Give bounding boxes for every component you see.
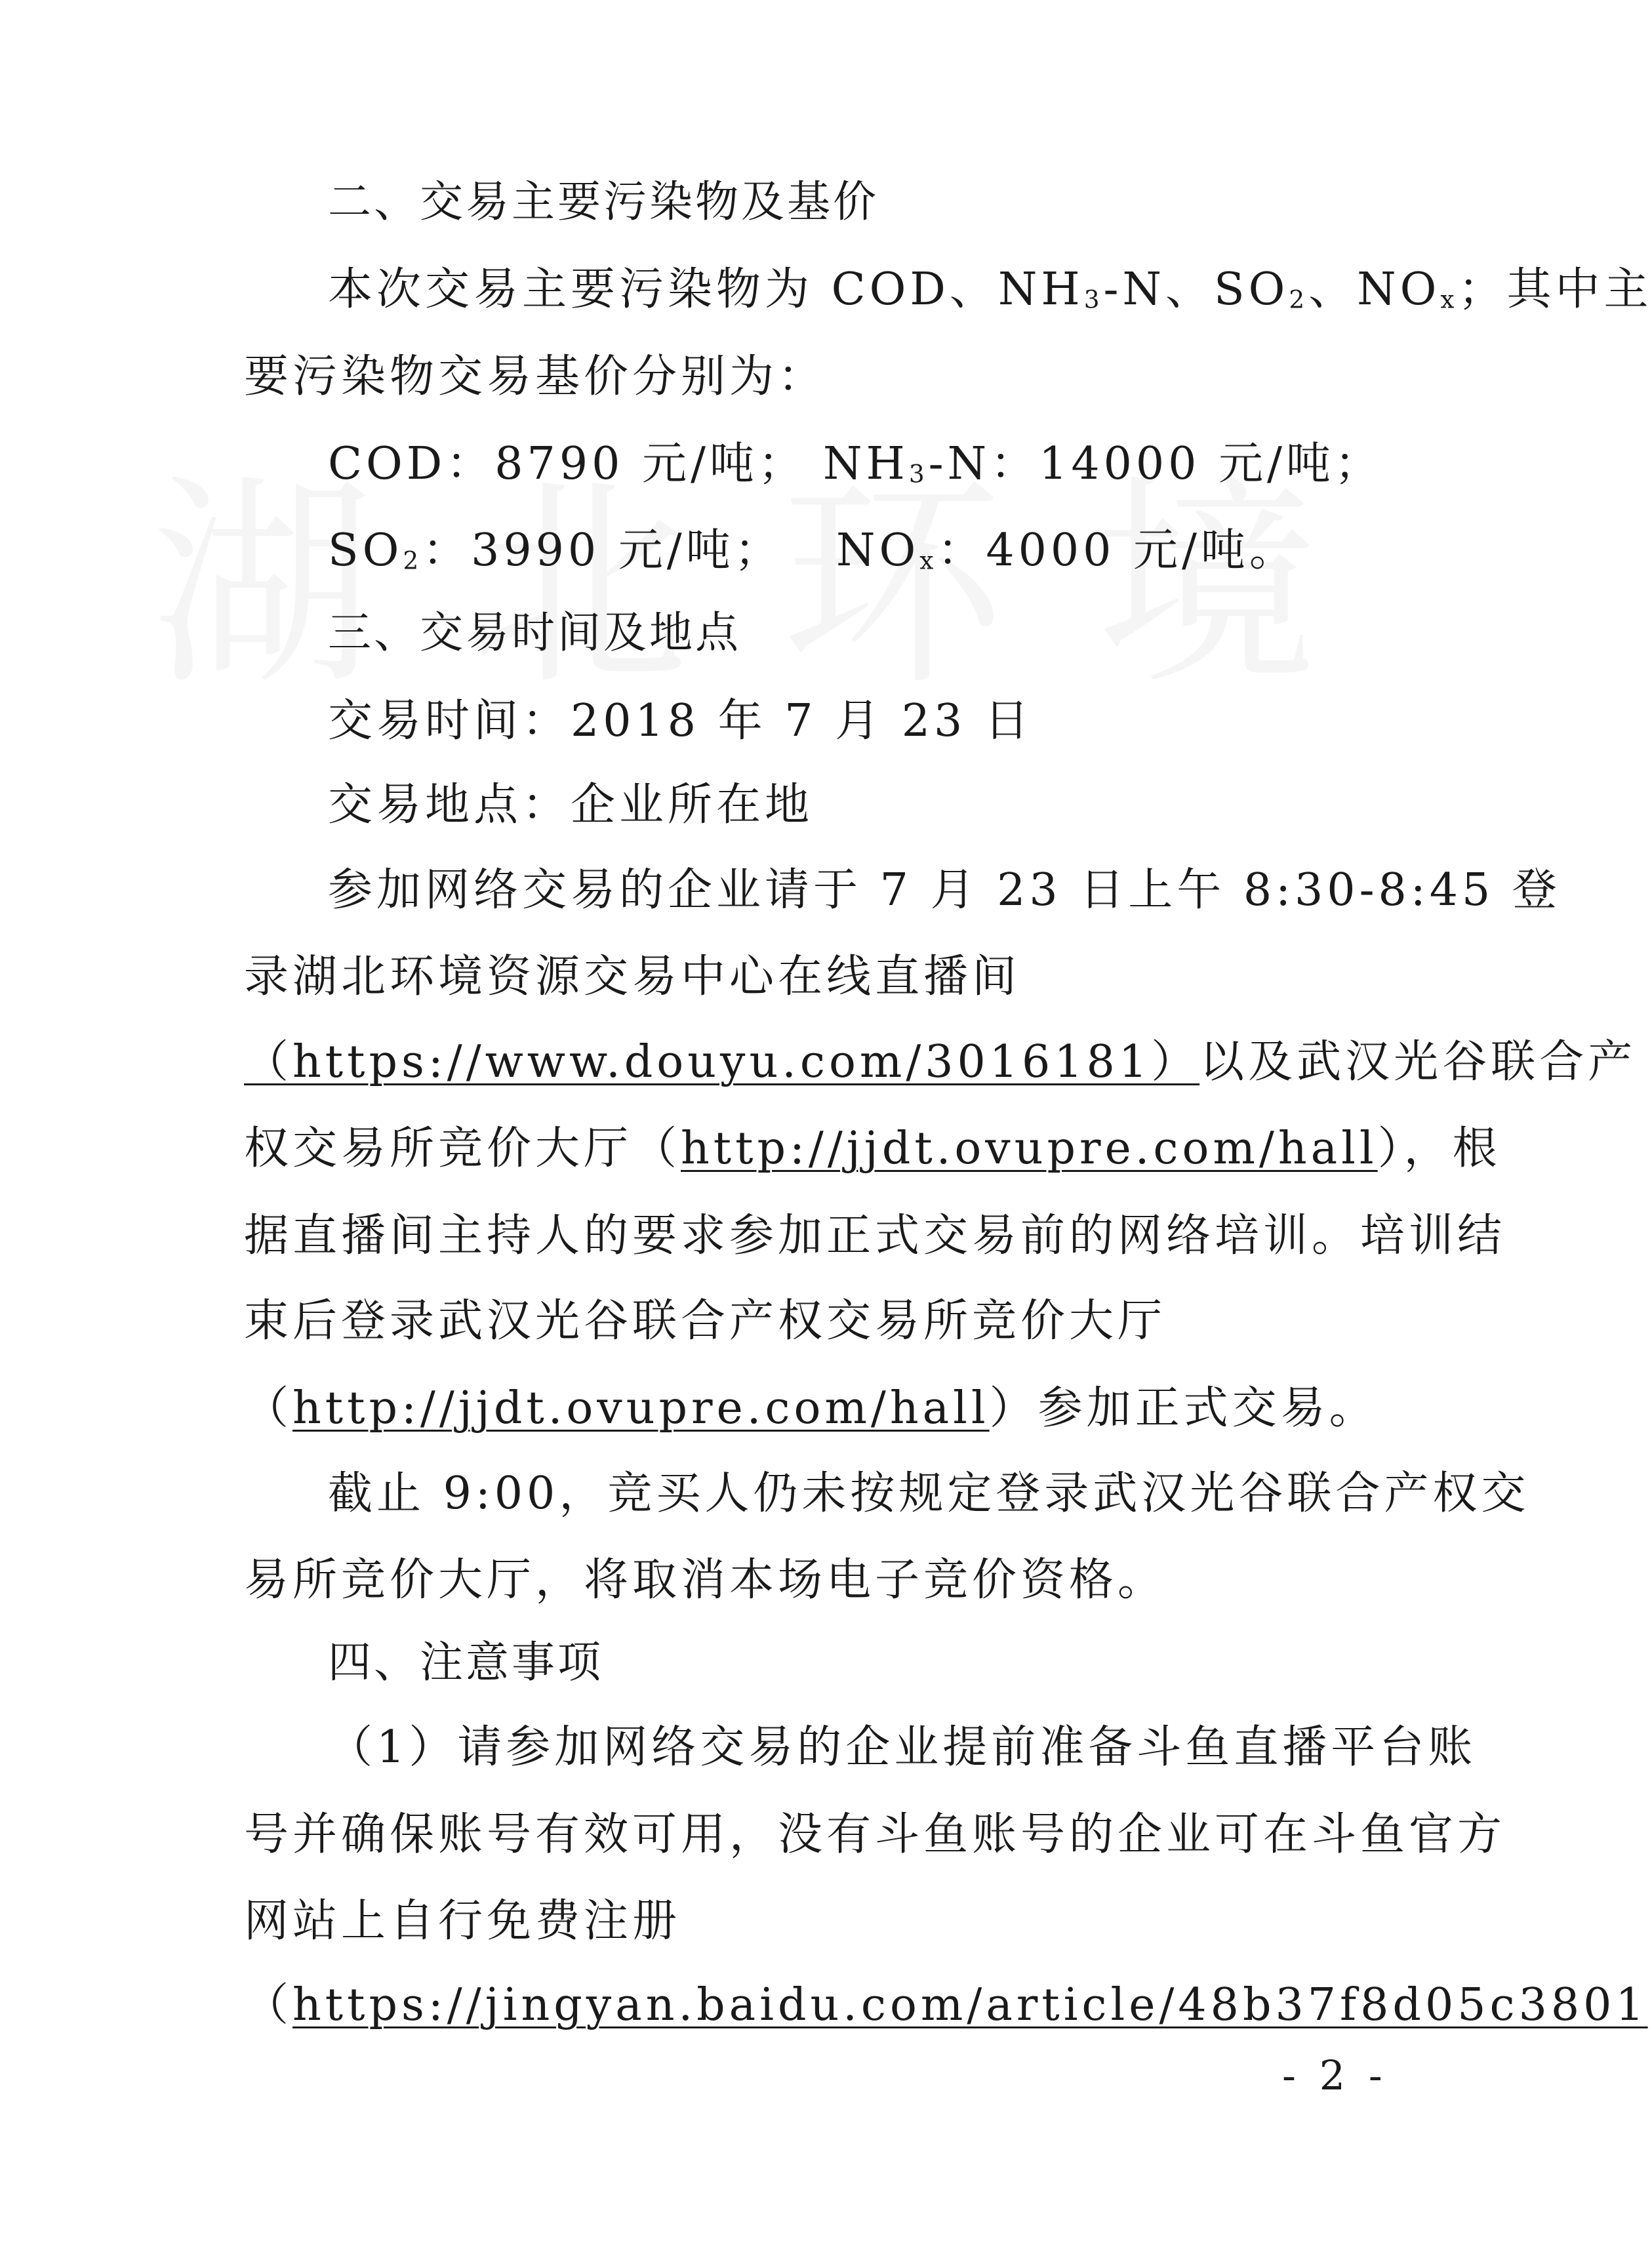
section-3-paragraph-line-2: 录湖北环境资源交易中心在线直播间 [244, 951, 1021, 1003]
trade-place: 交易地点：企业所在地 [328, 779, 814, 831]
page-number: - 2 - [1282, 2051, 1388, 2099]
douyu-link[interactable]: （https://www.douyu.com/3016181） [244, 1036, 1200, 1088]
price-so2: $SO_2$：3990 元/吨； [328, 525, 783, 576]
registration-guide-link[interactable]: https://jingyan.baidu.com/article/48b37f8d05c3801 [292, 1979, 1648, 2031]
section-4-heading: 四、注意事项 [328, 1637, 603, 1687]
section-4-paragraph-line-2: 号并确保账号有效可用，没有斗鱼账号的企业可在斗鱼官方 [244, 1809, 1506, 1861]
section-3-paragraph-line-3: （https://www.douyu.com/3016181）以及武汉光谷联合产 [244, 1036, 1637, 1088]
bidding-hall-link[interactable]: http://jjdt.ovupre.com/hall [681, 1123, 1378, 1175]
section-3-paragraph-2-line-1: 截止 9:00，竞买人仍未按规定登录武汉光谷联合产权交 [328, 1468, 1530, 1520]
section-3-paragraph-line-4: 权交易所竞价大厅（http://jjdt.ovupre.com/hall），根 [244, 1123, 1501, 1175]
section-2-paragraph-line-1: 本次交易主要污染物为 COD、$NH_3-N$、$SO_2$、$NO_x$；其中主 [328, 264, 1652, 315]
section-2-paragraph-line-2: 要污染物交易基价分别为： [244, 351, 827, 403]
section-3-paragraph-2-line-2: 易所竞价大厅，将取消本场电子竞价资格。 [244, 1554, 1167, 1606]
bidding-hall-link-2[interactable]: http://jjdt.ovupre.com/hall [292, 1382, 990, 1434]
section-4-paragraph-line-1: （1）请参加网络交易的企业提前准备斗鱼直播平台账 [328, 1722, 1477, 1773]
price-nox: $NO_x$：4000 元/吨。 [836, 525, 1298, 576]
section-4-paragraph-line-3: 网站上自行免费注册 [244, 1895, 681, 1947]
section-2-heading: 二、交易主要污染物及基价 [328, 176, 879, 227]
section-3-paragraph-line-1: 参加网络交易的企业请于 7 月 23 日上午 8:30-8:45 登 [328, 864, 1561, 916]
section-3-heading: 三、交易时间及地点 [328, 607, 741, 658]
trade-time: 交易时间：2018 年 7 月 23 日 [328, 695, 1033, 747]
section-3-paragraph-line-5: 据直播间主持人的要求参加正式交易前的网络培训。培训结 [244, 1210, 1506, 1262]
price-nh3n: $NH_3-N$：14000 元/吨； [823, 438, 1383, 490]
price-cod: COD：8790 元/吨； [328, 438, 807, 490]
section-3-paragraph-line-6: 束后登录武汉光谷联合产权交易所竞价大厅 [244, 1295, 1167, 1347]
section-4-paragraph-line-4: （https://jingyan.baidu.com/article/48b37f8d05c3801 [244, 1979, 1648, 2031]
section-3-paragraph-line-7: （http://jjdt.ovupre.com/hall）参加正式交易。 [244, 1382, 1378, 1434]
